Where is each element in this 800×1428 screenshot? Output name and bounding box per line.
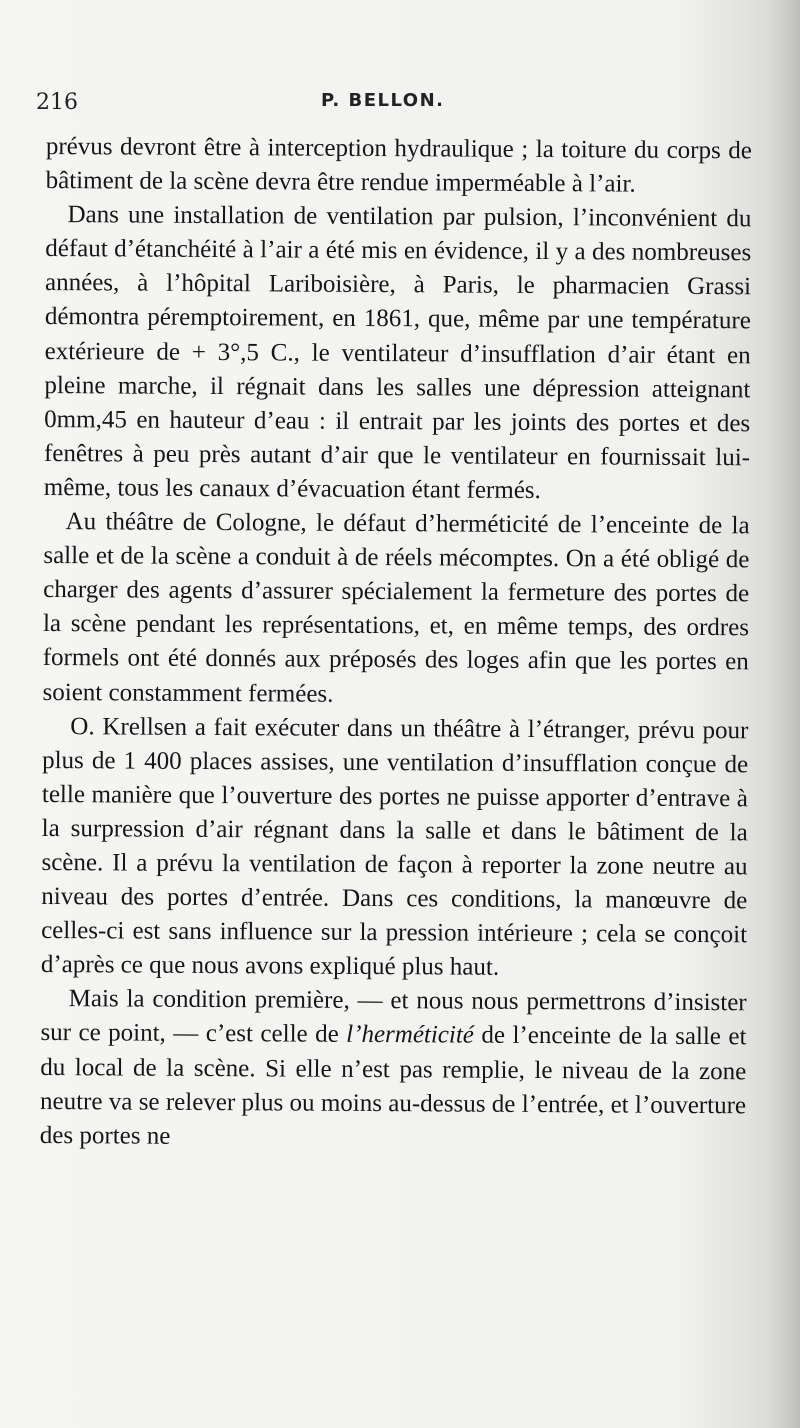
paragraph-ventilation-pulsion: Dans une installation de ventilation par pulsion, l’inconvénient du défaut d’étanchéité à l’air a été mis en évidence, il y a des nombreuses années, à l’hôpital Lariboisière, à Paris, le pharmacien Grassi démontra péremptoirement, en 1861, que, même par une température extérieure de + 3°,5 C., le ventilateur d’insufflation d’air étant en pleine marche, il régnait dans les salles une dépression atteignant 0mm,45 en hauteur d’eau : il entrait par les joints des portes et des fenêtres à peu près autant d’air que le ventilateur en fournissait lui-même, tous les canaux d’évacuation étant fermés. [43, 201, 752, 504]
body-text [40, 130, 752, 1157]
running-head: P. BELLON. [321, 90, 445, 111]
paragraph-theatre-cologne: Au théâtre de Cologne, le défaut d’herméticité de l’enceinte de la salle et de la scène a conduit à de réels mécomptes. On a été obligé de charger des agents d’assurer spécialement la fermeture des portes de la scène pendant les représentations, et, en même temps, des ordres formels ont été donnés aux préposés des loges afin que les portes en soient constamment fermées. [42, 508, 750, 708]
paragraph-text-after: de l’enceinte de la salle et du local de la scène. Si elle n’est pas remplie, le niveau de la zone neutre va se relever plus ou moins au-dessus de l’entrée, et l’ouverture des portes ne [39, 1022, 747, 1150]
paragraph-text-before: Mais la condition première, — et nous nous permettrons d’insister sur ce point, — c’est celle de [40, 985, 747, 1049]
page-number: 216 [36, 90, 78, 115]
paragraph-continuation: prévus devront être à interception hydraulique ; la toiture du corps de bâtiment de la scène devra être rendue imperméable à l’air. [45, 132, 752, 198]
emphasis-hermeticite: l’herméticité [346, 1021, 475, 1050]
paragraph-krellsen: O. Krellsen a fait exécuter dans un théâtre à l’étranger, prévu pour plus de 1 400 places assises, une ventilation d’insufflation conçue de telle manière que l’ouverture des portes ne puisse apporter d’entrave à la surpression d’air régnant dans la salle et dans le bâtiment de la scène. Il a prévu la ventilation de façon à reporter la zone neutre au niveau des portes d’entrée. Dans ces conditions, la manœuvre de celles-ci est sans influence sur la pression intérieure ; cela se conçoit d’après ce que nous avons expliqué plus haut. [40, 712, 749, 982]
page-header [36, 90, 756, 120]
paragraph-condition-premiere [40, 982, 747, 1157]
